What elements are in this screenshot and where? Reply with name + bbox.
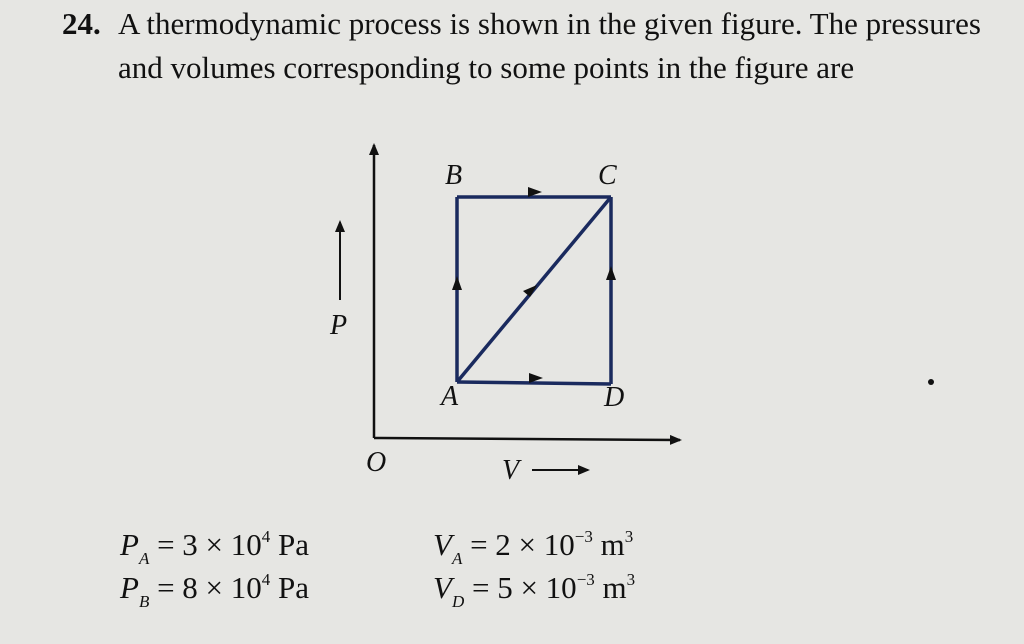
label-a: A (441, 381, 459, 412)
arrow-dc (606, 266, 616, 280)
label-v: V (502, 455, 520, 486)
given-pa: $P_A = 3 \times 10^4$ Pa (120, 527, 310, 568)
given-pb: $P_B = 8 \times 10^4$ Pa (120, 570, 310, 611)
path-ad (457, 382, 611, 384)
label-o: O (366, 447, 387, 478)
label-d: D (604, 382, 625, 413)
label-p: P (330, 310, 348, 341)
direction-arrows (452, 187, 616, 383)
v-axis (374, 438, 680, 440)
given-vd: $V_D = 5 \times 10^{-3}$ $m^3$ (433, 570, 636, 611)
label-b: B (445, 160, 463, 191)
given-va: $V_A = 2 \times 10^{-3}$ $m^3$ (433, 527, 634, 568)
speck (928, 379, 934, 385)
question-text: A thermodynamic process is shown in the given figure. The pressures and volumes corresponding to some points in the figure are (118, 6, 981, 85)
process-paths (457, 197, 611, 384)
arrow-ab (452, 276, 462, 290)
label-c: C (598, 160, 617, 191)
question-number: 24. (62, 6, 101, 41)
